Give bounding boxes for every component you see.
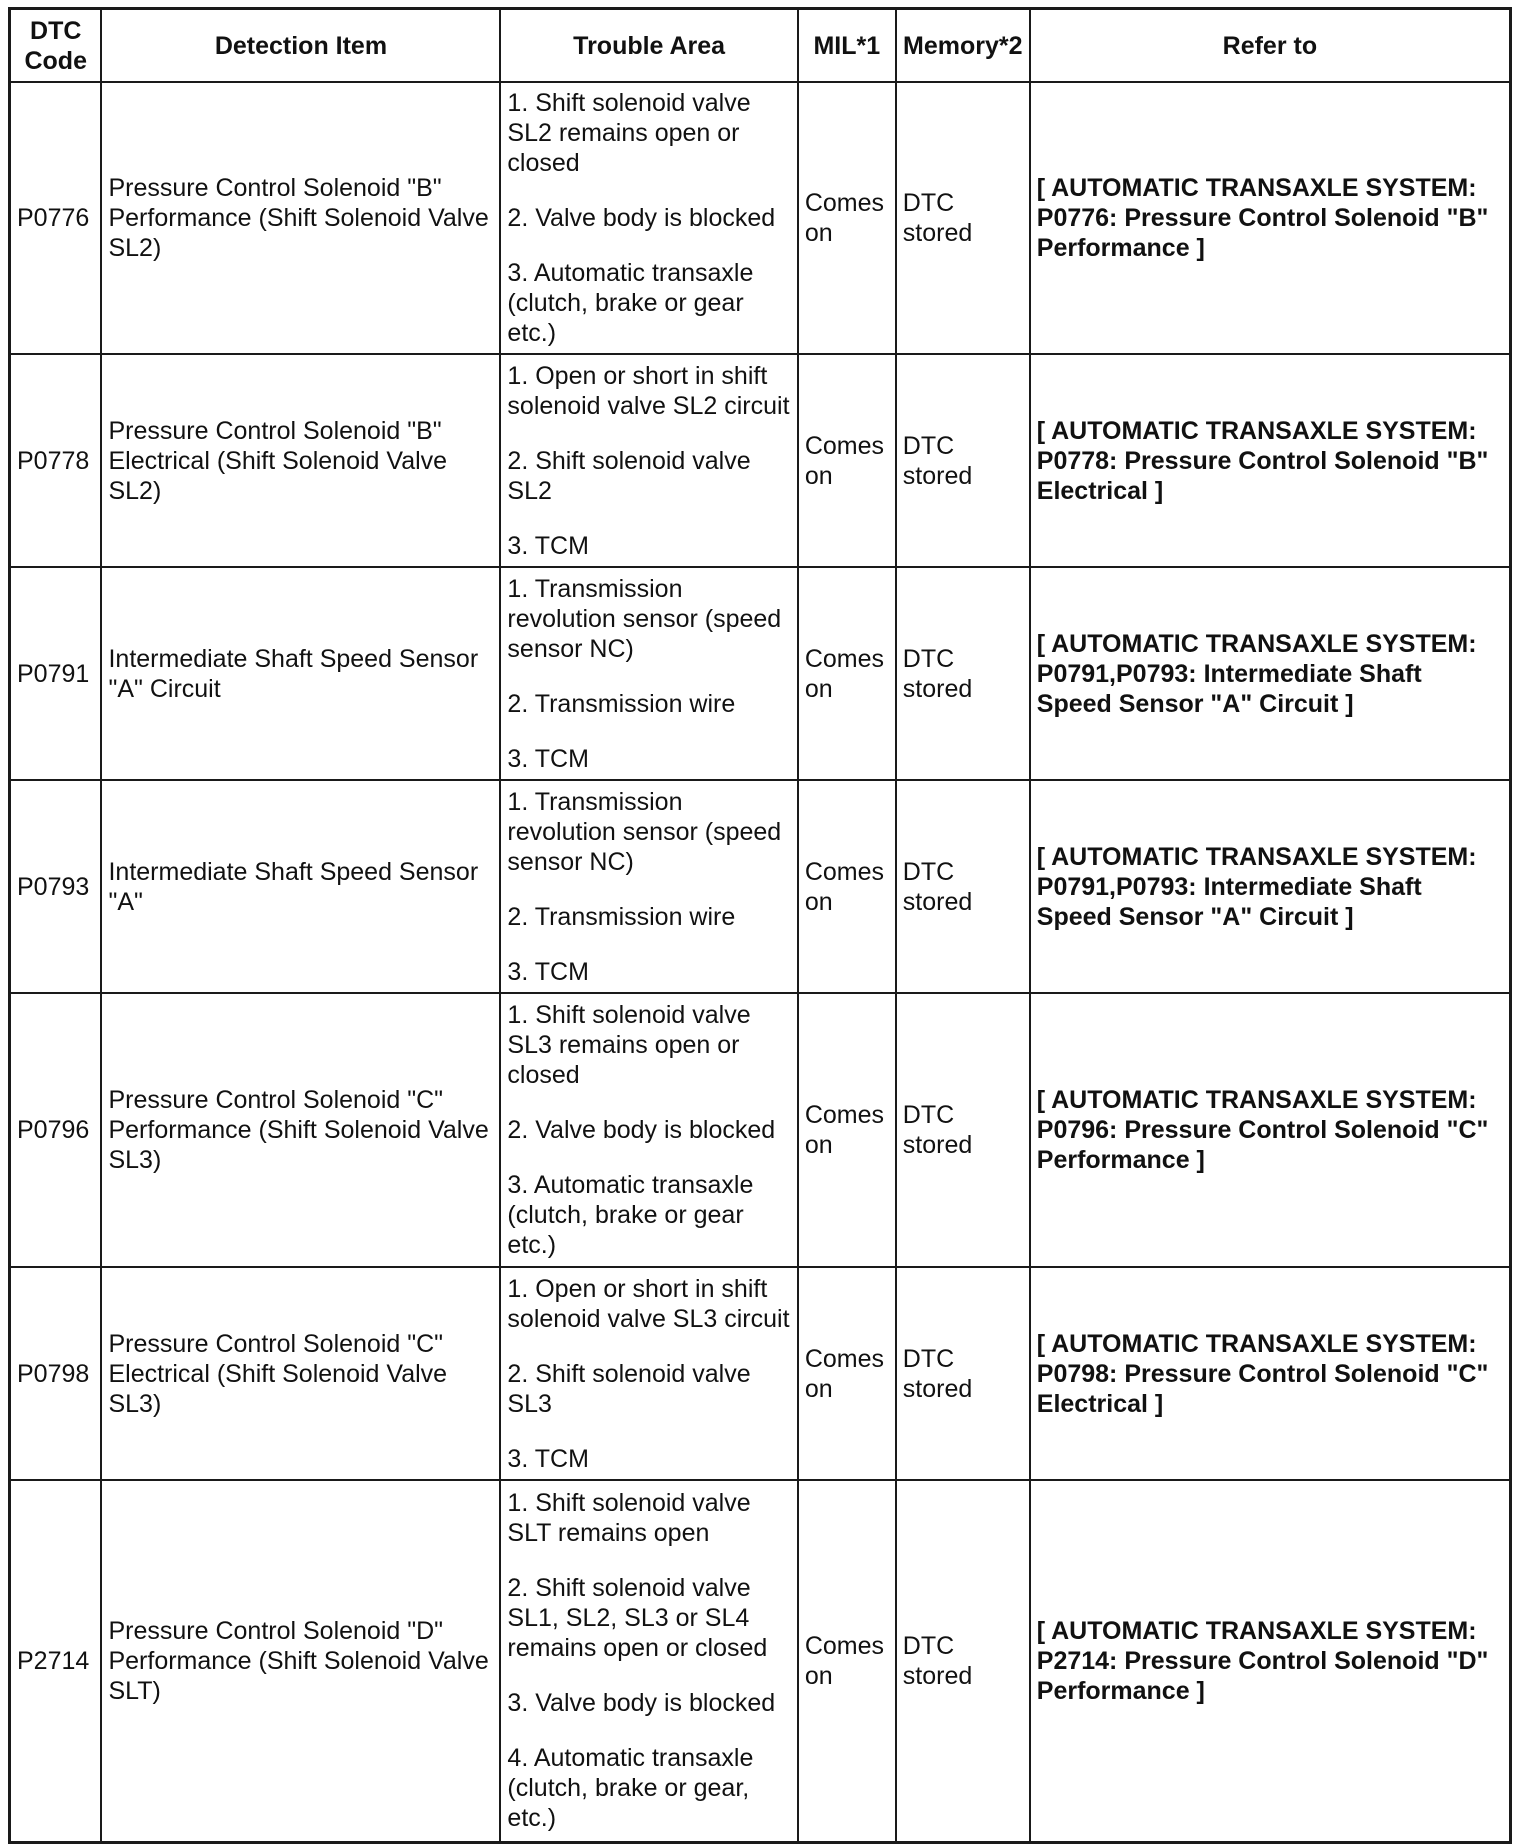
- mil-cell: Comes on: [798, 567, 896, 780]
- trouble-area-item: 2. Valve body is blocked: [507, 204, 776, 232]
- table-row: [10, 82, 1511, 354]
- mil-cell: Comes on: [798, 1267, 896, 1480]
- trouble-area-item: 2. Shift solenoid valve SL1, SL2, SL3 or SL4 remains open or closed: [507, 1574, 768, 1663]
- trouble-area-item: 1. Open or short in shift solenoid valve SL2 circuit: [507, 361, 790, 420]
- dtc-code-cell: P0796: [10, 993, 102, 1267]
- detection-item-cell: Intermediate Shaft Speed Sensor "A": [101, 780, 500, 993]
- memory-cell: DTC stored: [896, 567, 1030, 780]
- trouble-area-cell: [500, 993, 797, 1267]
- trouble-area-item: 2. Transmission wire: [507, 689, 736, 718]
- trouble-area-cell: [500, 780, 797, 993]
- trouble-area-item: 2. Valve body is blocked: [507, 1116, 776, 1144]
- trouble-area-item: 3. TCM: [507, 957, 589, 986]
- header-mil: MIL*1: [798, 9, 896, 83]
- table-row: [10, 1267, 1511, 1480]
- dtc-code-cell: P0778: [10, 354, 102, 567]
- memory-cell: DTC stored: [896, 1267, 1030, 1480]
- trouble-area-item: 4. Automatic transaxle (clutch, brake or gear, etc.): [507, 1744, 754, 1833]
- header-dtc-code: DTC Code: [10, 9, 102, 83]
- memory-cell: DTC stored: [896, 1480, 1030, 1842]
- trouble-area-item: 3. Automatic transaxle (clutch, brake or gear etc.): [507, 1171, 754, 1259]
- trouble-area-item: 3. TCM: [507, 531, 589, 560]
- trouble-area-cell: [500, 354, 797, 567]
- trouble-area-cell: [500, 82, 797, 354]
- refer-to-link[interactable]: [ AUTOMATIC TRANSAXLE SYSTEM: P0776: Pressure Control Solenoid "B" Performance ]: [1030, 82, 1511, 354]
- trouble-area-item: 1. Shift solenoid valve SL3 remains open or closed: [507, 1001, 751, 1089]
- table-row: [10, 354, 1511, 567]
- refer-to-link[interactable]: [ AUTOMATIC TRANSAXLE SYSTEM: P2714: Pressure Control Solenoid "D" Performance ]: [1030, 1480, 1511, 1842]
- dtc-code-cell: P0776: [10, 82, 102, 354]
- header-memory: Memory*2: [896, 9, 1030, 83]
- trouble-area-cell: [500, 567, 797, 780]
- refer-to-link[interactable]: [ AUTOMATIC TRANSAXLE SYSTEM: P0791,P0793: Intermediate Shaft Speed Sensor "A" Circuit ]: [1030, 780, 1511, 993]
- table-row: [10, 780, 1511, 993]
- detection-item-cell: Pressure Control Solenoid "D" Performance (Shift Solenoid Valve SLT): [101, 1480, 500, 1842]
- detection-item-cell: Intermediate Shaft Speed Sensor "A" Circuit: [101, 567, 500, 780]
- header-detection-item: Detection Item: [101, 9, 500, 83]
- trouble-area-item: 1. Transmission revolution sensor (speed sensor NC): [507, 574, 782, 663]
- trouble-area-item: 3. TCM: [507, 1444, 589, 1473]
- detection-item-cell: Pressure Control Solenoid "B" Performance (Shift Solenoid Valve SL2): [101, 82, 500, 354]
- refer-to-link[interactable]: [ AUTOMATIC TRANSAXLE SYSTEM: P0796: Pressure Control Solenoid "C" Performance ]: [1030, 993, 1511, 1267]
- trouble-area-item: 2. Shift solenoid valve SL2: [507, 446, 751, 505]
- header-trouble-area: Trouble Area: [500, 9, 797, 83]
- refer-to-link[interactable]: [ AUTOMATIC TRANSAXLE SYSTEM: P0791,P0793: Intermediate Shaft Speed Sensor "A" Circuit ]: [1030, 567, 1511, 780]
- trouble-area-item: 2. Transmission wire: [507, 902, 736, 931]
- header-refer-to: Refer to: [1030, 9, 1511, 83]
- table-row: [10, 567, 1511, 780]
- refer-to-link[interactable]: [ AUTOMATIC TRANSAXLE SYSTEM: P0798: Pressure Control Solenoid "C" Electrical ]: [1030, 1267, 1511, 1480]
- dtc-table: [8, 7, 1512, 1844]
- trouble-area-item: 2. Shift solenoid valve SL3: [507, 1359, 751, 1418]
- trouble-area-item: 1. Shift solenoid valve SL2 remains open or closed: [507, 89, 751, 177]
- mil-cell: Comes on: [798, 82, 896, 354]
- memory-cell: DTC stored: [896, 354, 1030, 567]
- table-row: [10, 1480, 1511, 1842]
- memory-cell: DTC stored: [896, 993, 1030, 1267]
- table-row: [10, 993, 1511, 1267]
- mil-cell: Comes on: [798, 780, 896, 993]
- detection-item-cell: Pressure Control Solenoid "C" Performance (Shift Solenoid Valve SL3): [101, 993, 500, 1267]
- table-header-row: [10, 9, 1511, 83]
- mil-cell: Comes on: [798, 354, 896, 567]
- dtc-code-cell: P0791: [10, 567, 102, 780]
- mil-cell: Comes on: [798, 1480, 896, 1842]
- trouble-area-item: 3. TCM: [507, 744, 589, 773]
- dtc-code-cell: P0793: [10, 780, 102, 993]
- mil-cell: Comes on: [798, 993, 896, 1267]
- trouble-area-item: 1. Transmission revolution sensor (speed sensor NC): [507, 787, 782, 876]
- trouble-area-cell: [500, 1267, 797, 1480]
- memory-cell: DTC stored: [896, 780, 1030, 993]
- trouble-area-item: 1. Shift solenoid valve SLT remains open: [507, 1489, 751, 1548]
- trouble-area-item: 3. Automatic transaxle (clutch, brake or gear etc.): [507, 259, 754, 347]
- memory-cell: DTC stored: [896, 82, 1030, 354]
- detection-item-cell: Pressure Control Solenoid "B" Electrical (Shift Solenoid Valve SL2): [101, 354, 500, 567]
- refer-to-link[interactable]: [ AUTOMATIC TRANSAXLE SYSTEM: P0778: Pressure Control Solenoid "B" Electrical ]: [1030, 354, 1511, 567]
- detection-item-cell: Pressure Control Solenoid "C" Electrical (Shift Solenoid Valve SL3): [101, 1267, 500, 1480]
- dtc-code-cell: P2714: [10, 1480, 102, 1842]
- trouble-area-item: 1. Open or short in shift solenoid valve SL3 circuit: [507, 1274, 790, 1333]
- trouble-area-item: 3. Valve body is blocked: [507, 1689, 776, 1718]
- trouble-area-cell: [500, 1480, 797, 1842]
- dtc-code-cell: P0798: [10, 1267, 102, 1480]
